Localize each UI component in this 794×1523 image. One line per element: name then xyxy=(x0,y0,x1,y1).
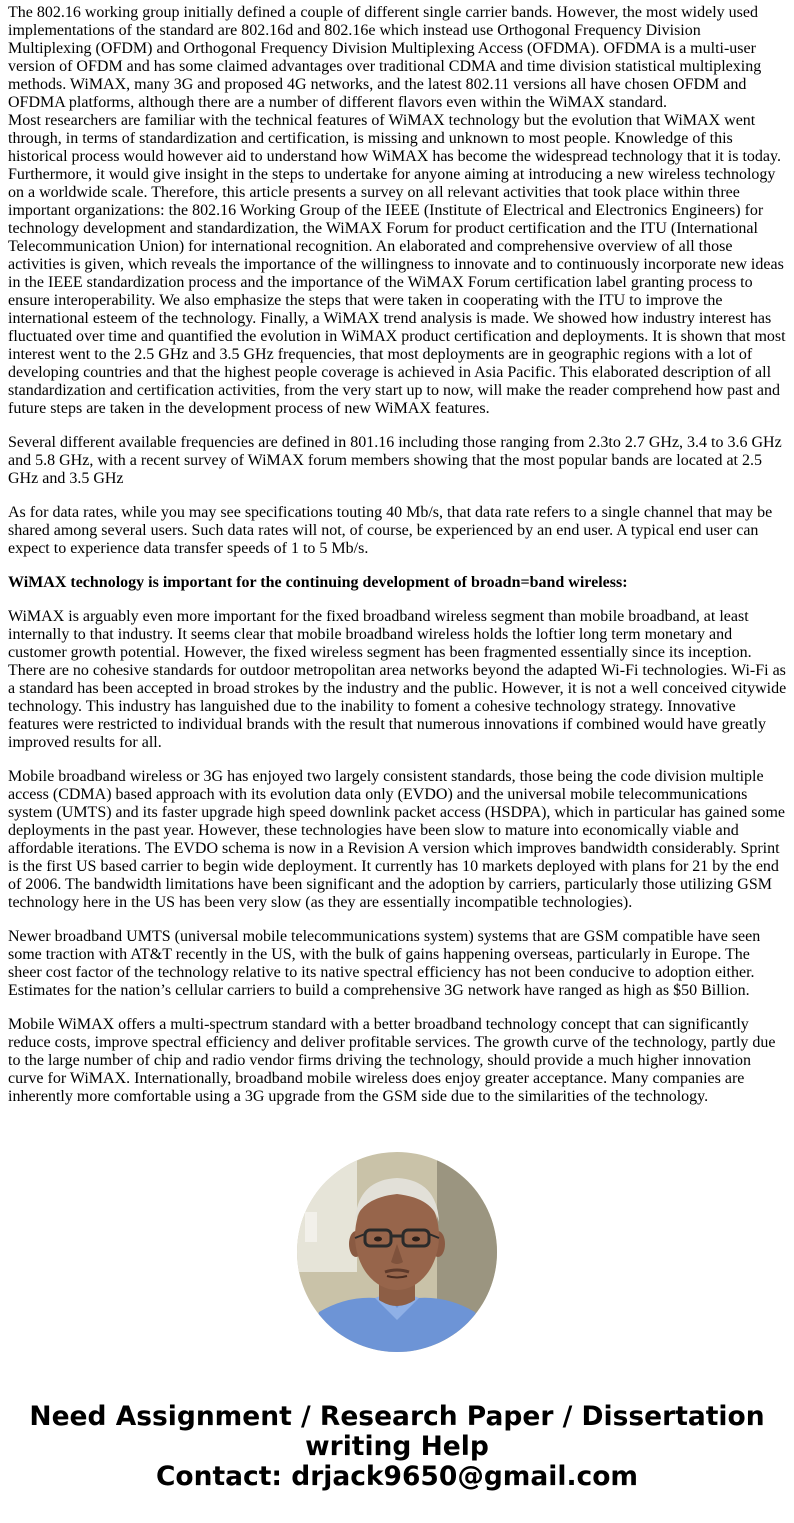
promo-banner xyxy=(0,1402,794,1492)
promo-line-1: Need Assignment / Research Paper / Dissertation xyxy=(29,1401,765,1432)
author-portrait-image xyxy=(297,1152,497,1352)
paragraph-data-rates: As for data rates, while you may see specifications touting 40 Mb/s, that data rate refers to a single channel that may be shared among several users. Such data rates will not, of course, be experienced by an end user. A typical end user can expect to experience data transfer speeds of 1 to 5 Mb/s. xyxy=(8,504,773,557)
promo-line-2: writing Help xyxy=(305,1431,489,1462)
paragraph-fixed-wireless: WiMAX is arguably even more important for the fixed broadband wireless segment than mobile broadband, at least internally to that industry. It seems clear that mobile broadband wireless holds the loftier long term monetary and customer growth potential. However, the fixed wireless segment has been fragmented essentially since its inception. There are no cohesive standards for outdoor metropolitan area networks beyond the adapted Wi-Fi technologies. Wi-Fi as a standard has been accepted in broad strokes by the industry and the public. However, it is not a well conceived citywide technology. This industry has languished due to the inability to foment a cohesive technology strategy. Innovative features were restricted to individual brands with the result that numerous innovations if combined would have greatly improved results for all. xyxy=(8,608,787,751)
article-body xyxy=(8,4,787,1122)
paragraph-wimax-evolution: Most researchers are familiar with the technical features of WiMAX technology but the evolution that WiMAX went through, in terms of standardization and certification, is missing and unknown to most people. Knowledge of this historical process would however aid to understand how WiMAX has become the widespread technology that it is today. Furthermore, it would give insight in the steps to undertake for anyone aiming at introducing a new wireless technology on a worldwide scale. Therefore, this article presents a survey on all relevant activities that took place within three important organizations: the 802.16 Working Group of the IEEE (Institute of Electrical and Electronics Engineers) for technology development and standardization, the WiMAX Forum for product certification and the ITU (International Telecommunication Union) for international recognition. An elaborated and comprehensive overview of all those activities is given, which reveals the importance of the willingness to innovate and to continuously incorporate new ideas in the IEEE standardization process and the importance of the WiMAX Forum certification label granting process to ensure interoperability. We also emphasize the steps that were taken in cooperating with the ITU to improve the international esteem of the technology. Finally, a WiMAX trend analysis is made. We showed how industry interest has fluctuated over time and quantified the evolution in WiMAX product certification and deployments. It is shown that most interest went to the 2.5 GHz and 3.5 GHz frequencies, that most deployments are in geographic regions with a lot of developing countries and that the highest people coverage is achieved in Asia Pacific. This elaborated description of all standardization and certification activities, from the very start up to now, will make the reader comprehend how past and future steps are taken in the development process of new WiMAX features. xyxy=(8,112,786,417)
paragraph-ofdm: The 802.16 working group initially defined a couple of different single carrier bands. However, the most widely used implementations of the standard are 802.16d and 802.16e which instead use Orthogonal Frequency Division Multiplexing (OFDM) and Orthogonal Frequency Division Multiplexing Access (OFDMA). OFDMA is a multi-user version of OFDM and has some claimed advantages over traditional CDMA and time division statistical multiplexing methods. WiMAX, many 3G and proposed 4G networks, and the latest 802.11 versions all have chosen OFDM and OFDMA platforms, although there are a number of different flavors even within the WiMAX standard. xyxy=(8,4,762,111)
paragraph-frequencies: Several different available frequencies are defined in 801.16 including those ranging from 2.3to 2.7 GHz, 3.4 to 3.6 GHz and 5.8 GHz, with a recent survey of WiMAX forum members showing that the most popular bands are located at 2.5 GHz and 3.5 GHz xyxy=(8,434,782,487)
section-heading: WiMAX technology is important for the continuing development of broadn=band wireless: xyxy=(8,574,628,591)
author-avatar xyxy=(297,1152,497,1352)
paragraph-umts: Newer broadband UMTS (universal mobile telecommunications system) systems that are GSM compatible have seen some traction with AT&T recently in the US, with the bulk of gains happening overseas, particularly in Europe. The sheer cost factor of the technology relative to its native spectral efficiency has not been conducive to adoption either. Estimates for the nation’s cellular carriers to build a comprehensive 3G network have ranged as high as $50 Billion. xyxy=(8,928,761,999)
paragraph-mobile-wimax: Mobile WiMAX offers a multi-spectrum standard with a better broadband technology concept that can significantly reduce costs, improve spectral efficiency and deliver profitable services. The growth curve of the technology, partly due to the large number of chip and radio vendor firms driving the technology, should provide a much higher innovation curve for WiMAX. Internationally, broadband mobile wireless does enjoy greater acceptance. Many companies are inherently more comfortable using a 3G upgrade from the GSM side due to the similarities of the technology. xyxy=(8,1016,776,1105)
paragraph-mobile-3g: Mobile broadband wireless or 3G has enjoyed two largely consistent standards, those being the code division multiple access (CDMA) based approach with its evolution data only (EVDO) and the universal mobile telecommunications system (UMTS) and its faster upgrade high speed downlink packet access (HSDPA), which in particular has gained some deployments in the past year. However, these technologies have been slow to mature into economically viable and affordable iterations. The EVDO schema is now in a Revision A version which improves bandwidth considerably. Sprint is the first US based carrier to begin wide deployment. It currently has 10 markets deployed with plans for 21 by the end of 2006. The bandwidth limitations have been significant and the adoption by carriers, particularly those utilizing GSM technology here in the US has been very slow (as they are essentially incompatible technologies). xyxy=(8,768,786,911)
promo-contact: Contact: drjack9650@gmail.com xyxy=(155,1461,639,1492)
